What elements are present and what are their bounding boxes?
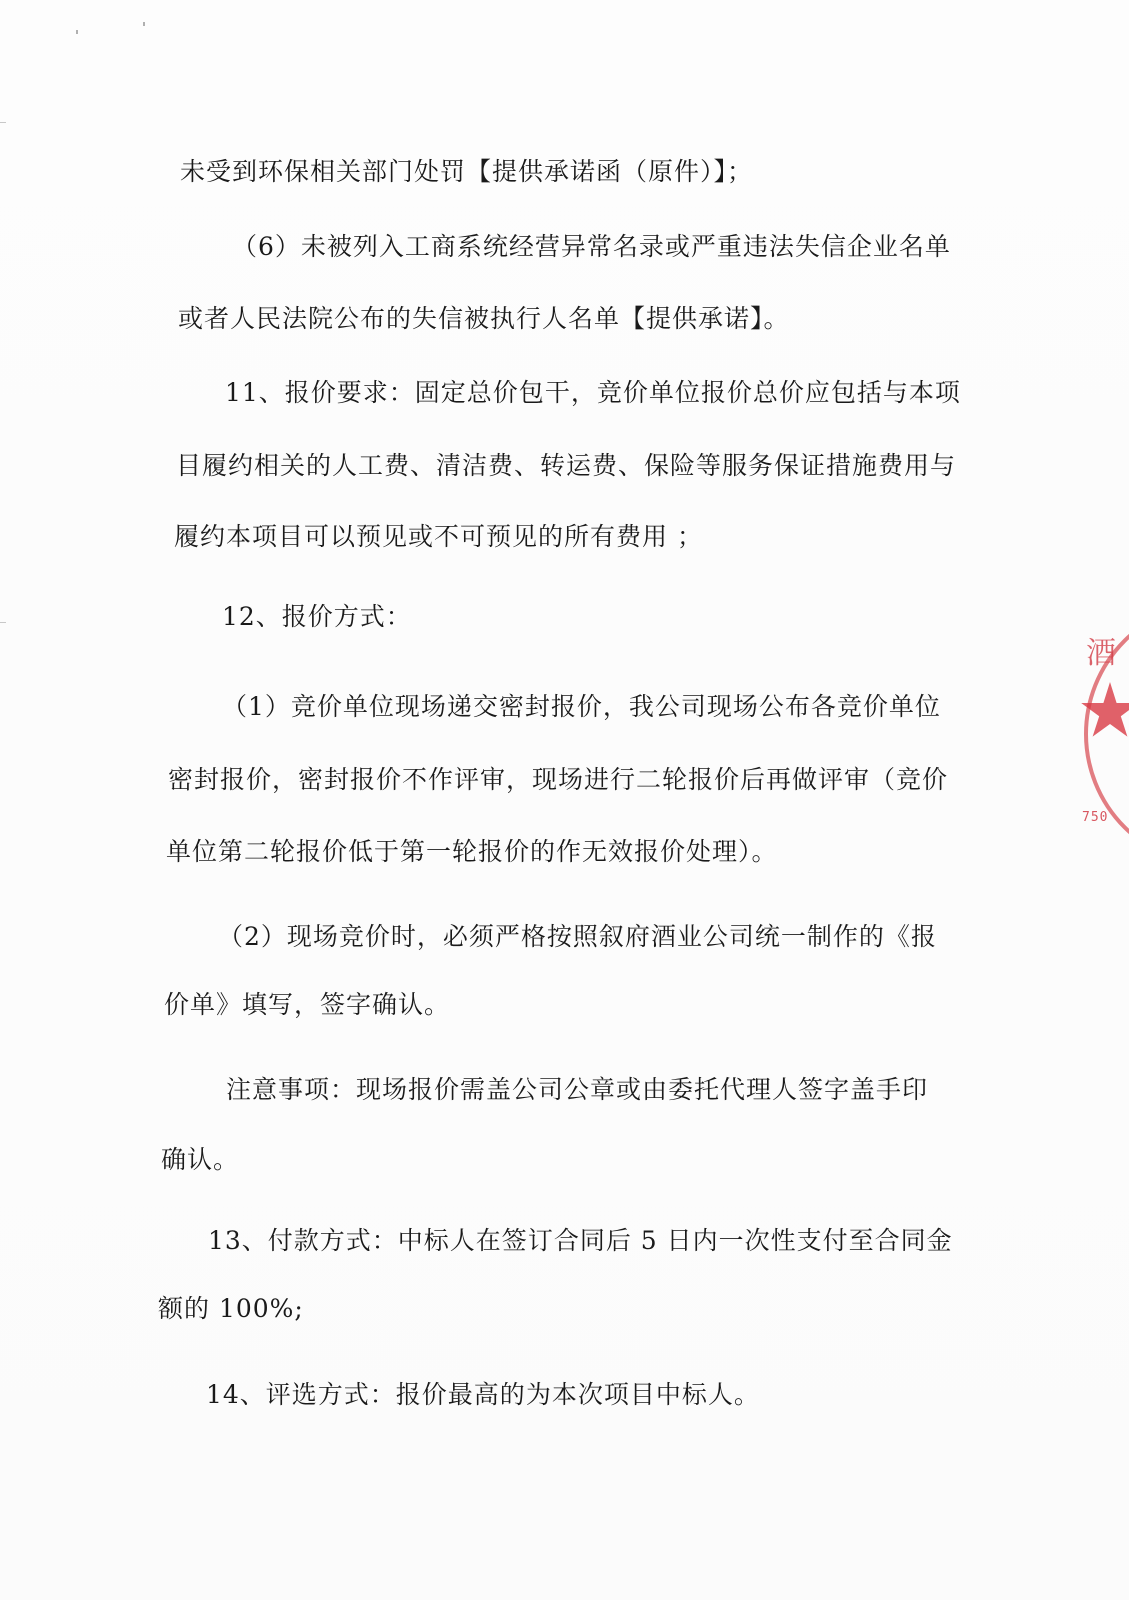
text-line-12: 价单》填写，签字确认。 — [164, 990, 451, 1019]
text-line-6: 履约本项目可以预见或不可预见的所有费用 ； — [174, 522, 703, 551]
text-line-1: 未受到环保相关部门处罚【提供承诺函（原件）】； — [180, 157, 754, 186]
text-line-4: 11、报价要求：固定总价包干，竞价单位报价总价应包括与本项 — [225, 378, 961, 407]
text-line-10: 单位第二轮报价低于第一轮报价的作无效报价处理）。 — [166, 837, 778, 866]
text-line-5: 目履约相关的人工费、清洁费、转运费、保险等服务保证措施费用与 — [176, 451, 957, 480]
company-seal-fragment — [1072, 600, 1129, 860]
text-line-17: 14、评选方式：报价最高的为本次项目中标人。 — [206, 1380, 760, 1409]
text-line-8: （1）竞价单位现场递交密封报价，我公司现场公布各竞价单位 — [222, 692, 941, 721]
seal-character: 酒 — [1086, 636, 1116, 671]
text-line-16: 额的 100%; — [158, 1294, 304, 1323]
scan-speck — [76, 30, 78, 34]
seal-digits: 750 — [1082, 810, 1109, 825]
scan-edge-mark — [0, 122, 6, 123]
scan-edge-mark — [0, 622, 6, 623]
text-line-3: 或者人民法院公布的失信被执行人名单【提供承诺】。 — [178, 304, 790, 333]
text-line-7: 12、报价方式： — [222, 602, 412, 631]
scan-speck — [143, 22, 145, 26]
text-line-15: 13、付款方式：中标人在签订合同后 5 日内一次性支付至合同金 — [208, 1226, 953, 1255]
text-line-11: （2）现场竞价时，必须严格按照叙府酒业公司统一制作的《报 — [218, 922, 937, 951]
text-line-13: 注意事项：现场报价需盖公司公章或由委托代理人签字盖手印 — [226, 1075, 929, 1104]
text-line-9: 密封报价，密封报价不作评审，现场进行二轮报价后再做评审（竞价 — [168, 765, 949, 794]
text-line-14: 确认。 — [161, 1145, 240, 1174]
text-line-2: （6）未被列入工商系统经营异常名录或严重违法失信企业名单 — [232, 232, 951, 261]
